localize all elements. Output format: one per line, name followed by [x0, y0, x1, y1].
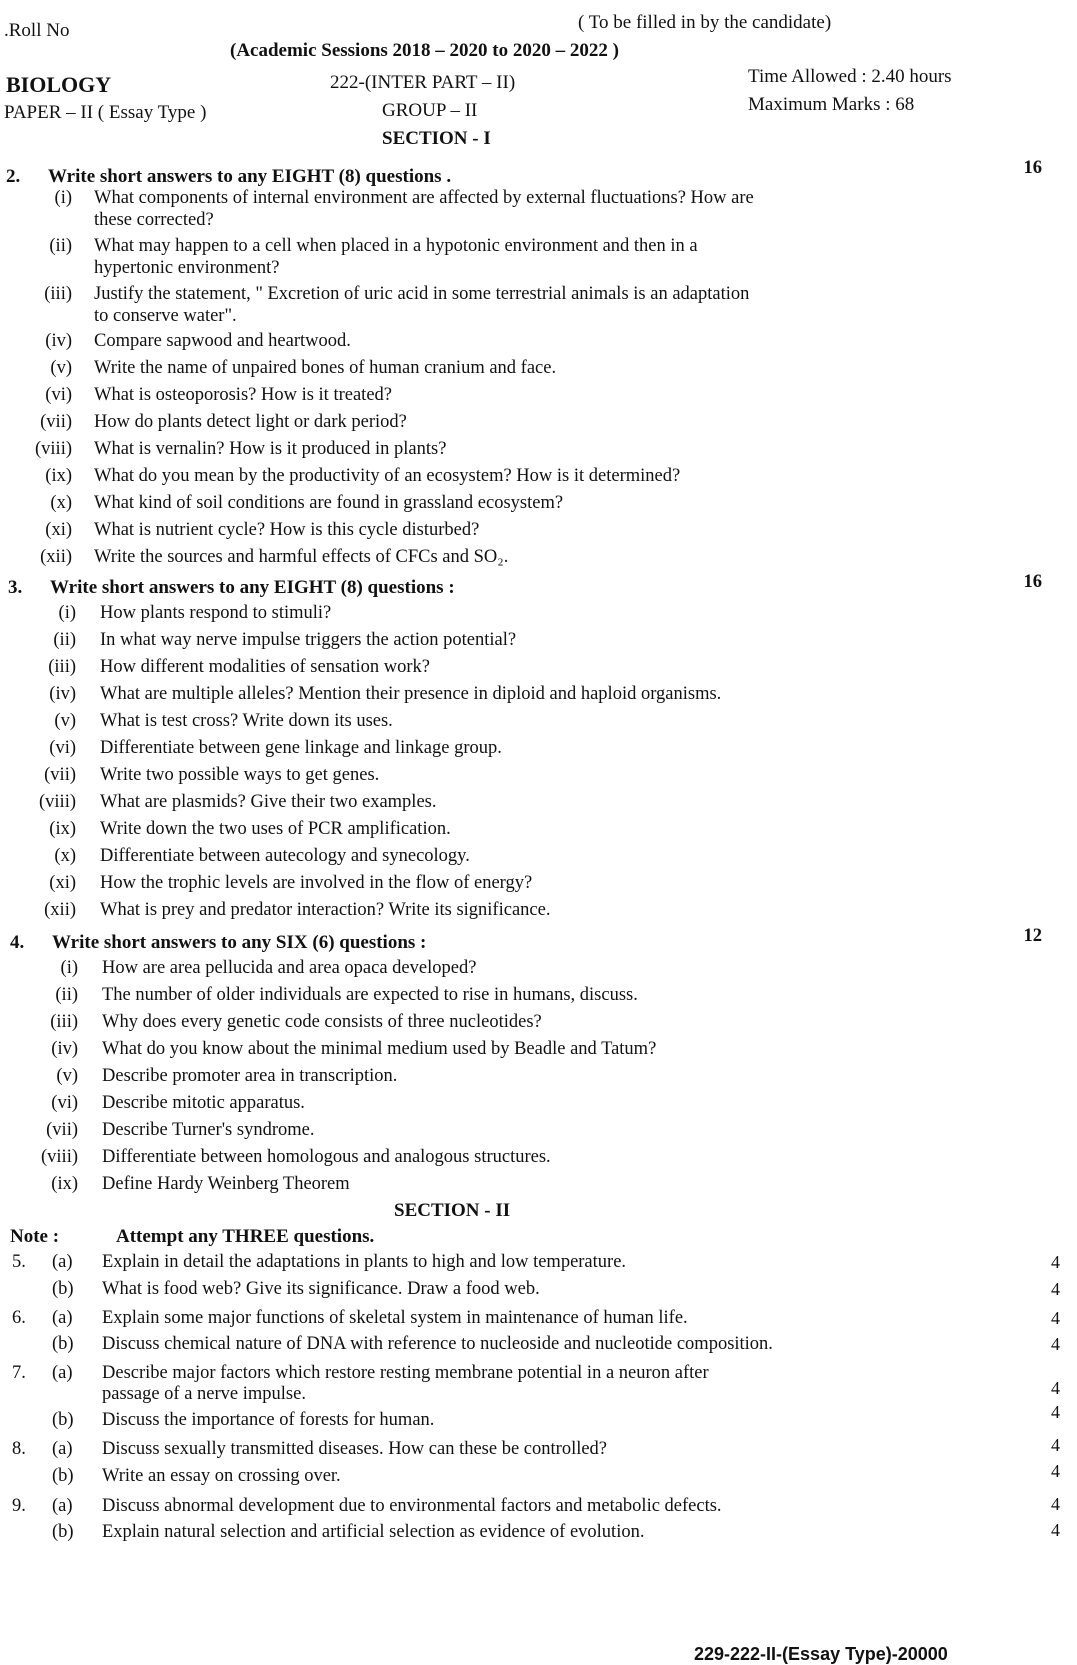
q2-marks: 16: [1023, 158, 1042, 178]
q3-item-text: How plants respond to stimuli?: [100, 603, 332, 623]
q9-number: 9.: [12, 1496, 26, 1516]
paper-code: 222-(INTER PART – II): [330, 72, 516, 93]
q4-item-num: (vi): [51, 1093, 78, 1113]
q6b-label: (b): [52, 1334, 74, 1354]
q4-item-num: (ii): [55, 985, 78, 1005]
q5b-label: (b): [52, 1279, 74, 1299]
q7b-label: (b): [52, 1410, 74, 1430]
q3-heading: Write short answers to any EIGHT (8) questions :: [50, 577, 455, 598]
roll-no-label: .Roll No: [4, 20, 70, 41]
q2-item-text: What is nutrient cycle? How is this cycle disturbed?: [94, 520, 480, 540]
q2-item-text: Compare sapwood and heartwood.: [94, 331, 351, 351]
q3-item-num: (xi): [49, 873, 76, 893]
q3-item-text: Write down the two uses of PCR amplification.: [100, 819, 451, 839]
q9a-text: Discuss abnormal development due to environmental factors and metabolic defects.: [102, 1496, 722, 1516]
q3-item-text: Differentiate between autecology and synecology.: [100, 846, 470, 866]
q4-item-num: (ix): [51, 1174, 78, 1194]
q6-number: 6.: [12, 1308, 26, 1328]
q7b-text: Discuss the importance of forests for human.: [102, 1410, 435, 1430]
q8a-text: Discuss sexually transmitted diseases. How can these be controlled?: [102, 1439, 608, 1459]
q3-item-num: (v): [54, 711, 76, 731]
q2-item-text: Justify the statement, " Excretion of uric acid in some terrestrial animals is an adaptation: [94, 284, 750, 304]
time-allowed: Time Allowed : 2.40 hours: [748, 66, 952, 87]
q8a-label: (a): [52, 1439, 73, 1459]
q9b-label: (b): [52, 1522, 74, 1542]
q7a-text-cont: passage of a nerve impulse.: [102, 1384, 306, 1404]
q2-item-num: (viii): [35, 439, 72, 459]
q2-item-text: What is vernalin? How is it produced in plants?: [94, 439, 447, 459]
q2-item-num: (ix): [45, 466, 72, 486]
q3-item-num: (iv): [49, 684, 76, 704]
q3-item-num: (xii): [44, 900, 76, 920]
q2-item-text: How do plants detect light or dark period?: [94, 412, 407, 432]
q5a-text: Explain in detail the adaptations in plants to high and low temperature.: [102, 1252, 627, 1272]
q2-item-num: (iii): [44, 284, 72, 304]
q2-item-text: Write the name of unpaired bones of human cranium and face.: [94, 358, 557, 378]
q3-item-num: (vi): [49, 738, 76, 758]
q2-item-text: Write the sources and harmful effects of CFCs and SO₂.: [94, 547, 509, 567]
q2-heading: Write short answers to any EIGHT (8) questions .: [48, 166, 452, 187]
q4-item-text: Describe promoter area in transcription.: [102, 1066, 398, 1086]
q2-item-num: (ii): [49, 236, 72, 256]
q4-item-text: Describe mitotic apparatus.: [102, 1093, 305, 1113]
q3-item-text: What are multiple alleles? Mention their presence in diploid and haploid organisms.: [100, 684, 722, 704]
q8-number: 8.: [12, 1439, 26, 1459]
q2-item-text: hypertonic environment?: [94, 258, 280, 278]
q2-item-num: (xii): [40, 547, 72, 567]
q5a-marks: 4: [1051, 1252, 1060, 1272]
q3-item-text: What is test cross? Write down its uses.: [100, 711, 393, 731]
q2-item-text: What components of internal environment are affected by external fluctuations? How are: [94, 188, 754, 208]
q4-item-text: The number of older individuals are expected to rise in humans, discuss.: [102, 985, 638, 1005]
q8a-marks: 4: [1051, 1435, 1060, 1455]
q7b-marks: 4: [1051, 1402, 1060, 1422]
q3-item-text: Differentiate between gene linkage and linkage group.: [100, 738, 502, 758]
q6a-text: Explain some major functions of skeletal system in maintenance of human life.: [102, 1308, 688, 1328]
q2-item-num: (xi): [45, 520, 72, 540]
q3-item-num: (iii): [48, 657, 76, 677]
q2-item-text: What is osteoporosis? How is it treated?: [94, 385, 392, 405]
q7-number: 7.: [12, 1363, 26, 1383]
q8b-text: Write an essay on crossing over.: [102, 1466, 341, 1486]
q4-item-num: (viii): [41, 1147, 78, 1167]
q9a-label: (a): [52, 1496, 73, 1516]
maximum-marks: Maximum Marks : 68: [748, 94, 915, 115]
q7a-label: (a): [52, 1363, 73, 1383]
q4-item-text: What do you know about the minimal medium used by Beadle and Tatum?: [102, 1039, 657, 1059]
q3-item-num: (ii): [53, 630, 76, 650]
q7a-marks: 4: [1051, 1378, 1060, 1398]
q5b-text: What is food web? Give its significance. Draw a food web.: [102, 1279, 540, 1299]
q3-item-text: How the trophic levels are involved in the flow of energy?: [100, 873, 533, 893]
q3-item-text: Write two possible ways to get genes.: [100, 765, 380, 785]
q4-heading: Write short answers to any SIX (6) questions :: [52, 932, 427, 953]
q5a-label: (a): [52, 1252, 73, 1272]
q3-item-text: How different modalities of sensation work?: [100, 657, 431, 677]
q3-item-num: (i): [58, 603, 76, 623]
q2-item-num: (vii): [40, 412, 72, 432]
q7a-text: Describe major factors which restore resting membrane potential in a neuron after: [102, 1363, 709, 1383]
subject-title: BIOLOGY: [6, 72, 112, 97]
q4-item-num: (i): [60, 958, 78, 978]
q4-item-text: Define Hardy Weinberg Theorem: [102, 1174, 350, 1194]
note-label: Note :: [10, 1226, 60, 1247]
q2-item-num: (x): [50, 493, 72, 513]
q3-marks: 16: [1023, 572, 1042, 592]
q4-item-num: (iii): [50, 1012, 78, 1032]
q3-item-text: In what way nerve impulse triggers the action potential?: [100, 630, 517, 650]
fill-note: ( To be filled in by the candidate): [578, 12, 832, 33]
q2-item-num: (iv): [45, 331, 72, 351]
q5-number: 5.: [12, 1252, 26, 1272]
q6b-text: Discuss chemical nature of DNA with reference to nucleoside and nucleotide composition.: [102, 1334, 773, 1354]
q2-item-text: What kind of soil conditions are found in grassland ecosystem?: [94, 493, 564, 513]
q9b-marks: 4: [1051, 1520, 1060, 1540]
q8b-marks: 4: [1051, 1461, 1060, 1481]
q4-item-num: (iv): [51, 1039, 78, 1059]
q2-item-text: What may happen to a cell when placed in a hypotonic environment and then in a: [94, 236, 698, 256]
q2-number: 2.: [6, 166, 21, 187]
q3-number: 3.: [8, 577, 23, 598]
paper-footer-code: 229-222-II-(Essay Type)-20000: [694, 1644, 948, 1664]
note-text: Attempt any THREE questions.: [116, 1226, 375, 1247]
q2-item-num: (v): [50, 358, 72, 378]
q3-item-num: (x): [54, 846, 76, 866]
q9a-marks: 4: [1051, 1494, 1060, 1514]
q4-item-text: Why does every genetic code consists of three nucleotides?: [102, 1012, 542, 1032]
q6a-marks: 4: [1051, 1308, 1060, 1328]
q2-item-text: What do you mean by the productivity of an ecosystem? How is it determined?: [94, 466, 681, 486]
q3-item-num: (vii): [44, 765, 76, 785]
q4-item-num: (vii): [46, 1120, 78, 1140]
q4-item-text: Describe Turner's syndrome.: [102, 1120, 315, 1140]
q6a-label: (a): [52, 1308, 73, 1328]
q3-item-text: What is prey and predator interaction? Write its significance.: [100, 900, 551, 920]
q2-item-num: (i): [54, 188, 72, 208]
paper-type: PAPER – II ( Essay Type ): [4, 102, 207, 123]
q5b-marks: 4: [1051, 1279, 1060, 1299]
q2-item-text: to conserve water".: [94, 306, 237, 326]
q4-marks: 12: [1023, 926, 1042, 946]
q2-item-text: these corrected?: [94, 210, 214, 230]
q3-item-text: What are plasmids? Give their two examples.: [100, 792, 437, 812]
q3-item-num: (ix): [49, 819, 76, 839]
q8b-label: (b): [52, 1466, 74, 1486]
q4-item-num: (v): [56, 1066, 78, 1086]
academic-sessions: (Academic Sessions 2018 – 2020 to 2020 – 2022 ): [230, 40, 619, 61]
q6b-marks: 4: [1051, 1334, 1060, 1354]
q3-item-num: (viii): [39, 792, 76, 812]
q4-item-text: How are area pellucida and area opaca developed?: [102, 958, 477, 978]
q4-item-text: Differentiate between homologous and analogous structures.: [102, 1147, 551, 1167]
section-2-title: SECTION - II: [394, 1200, 511, 1221]
group-label: GROUP – II: [382, 100, 478, 121]
q2-item-num: (vi): [45, 385, 72, 405]
q9b-text: Explain natural selection and artificial selection as evidence of evolution.: [102, 1522, 645, 1542]
section-1-title: SECTION - I: [382, 128, 491, 149]
q4-number: 4.: [10, 932, 25, 953]
